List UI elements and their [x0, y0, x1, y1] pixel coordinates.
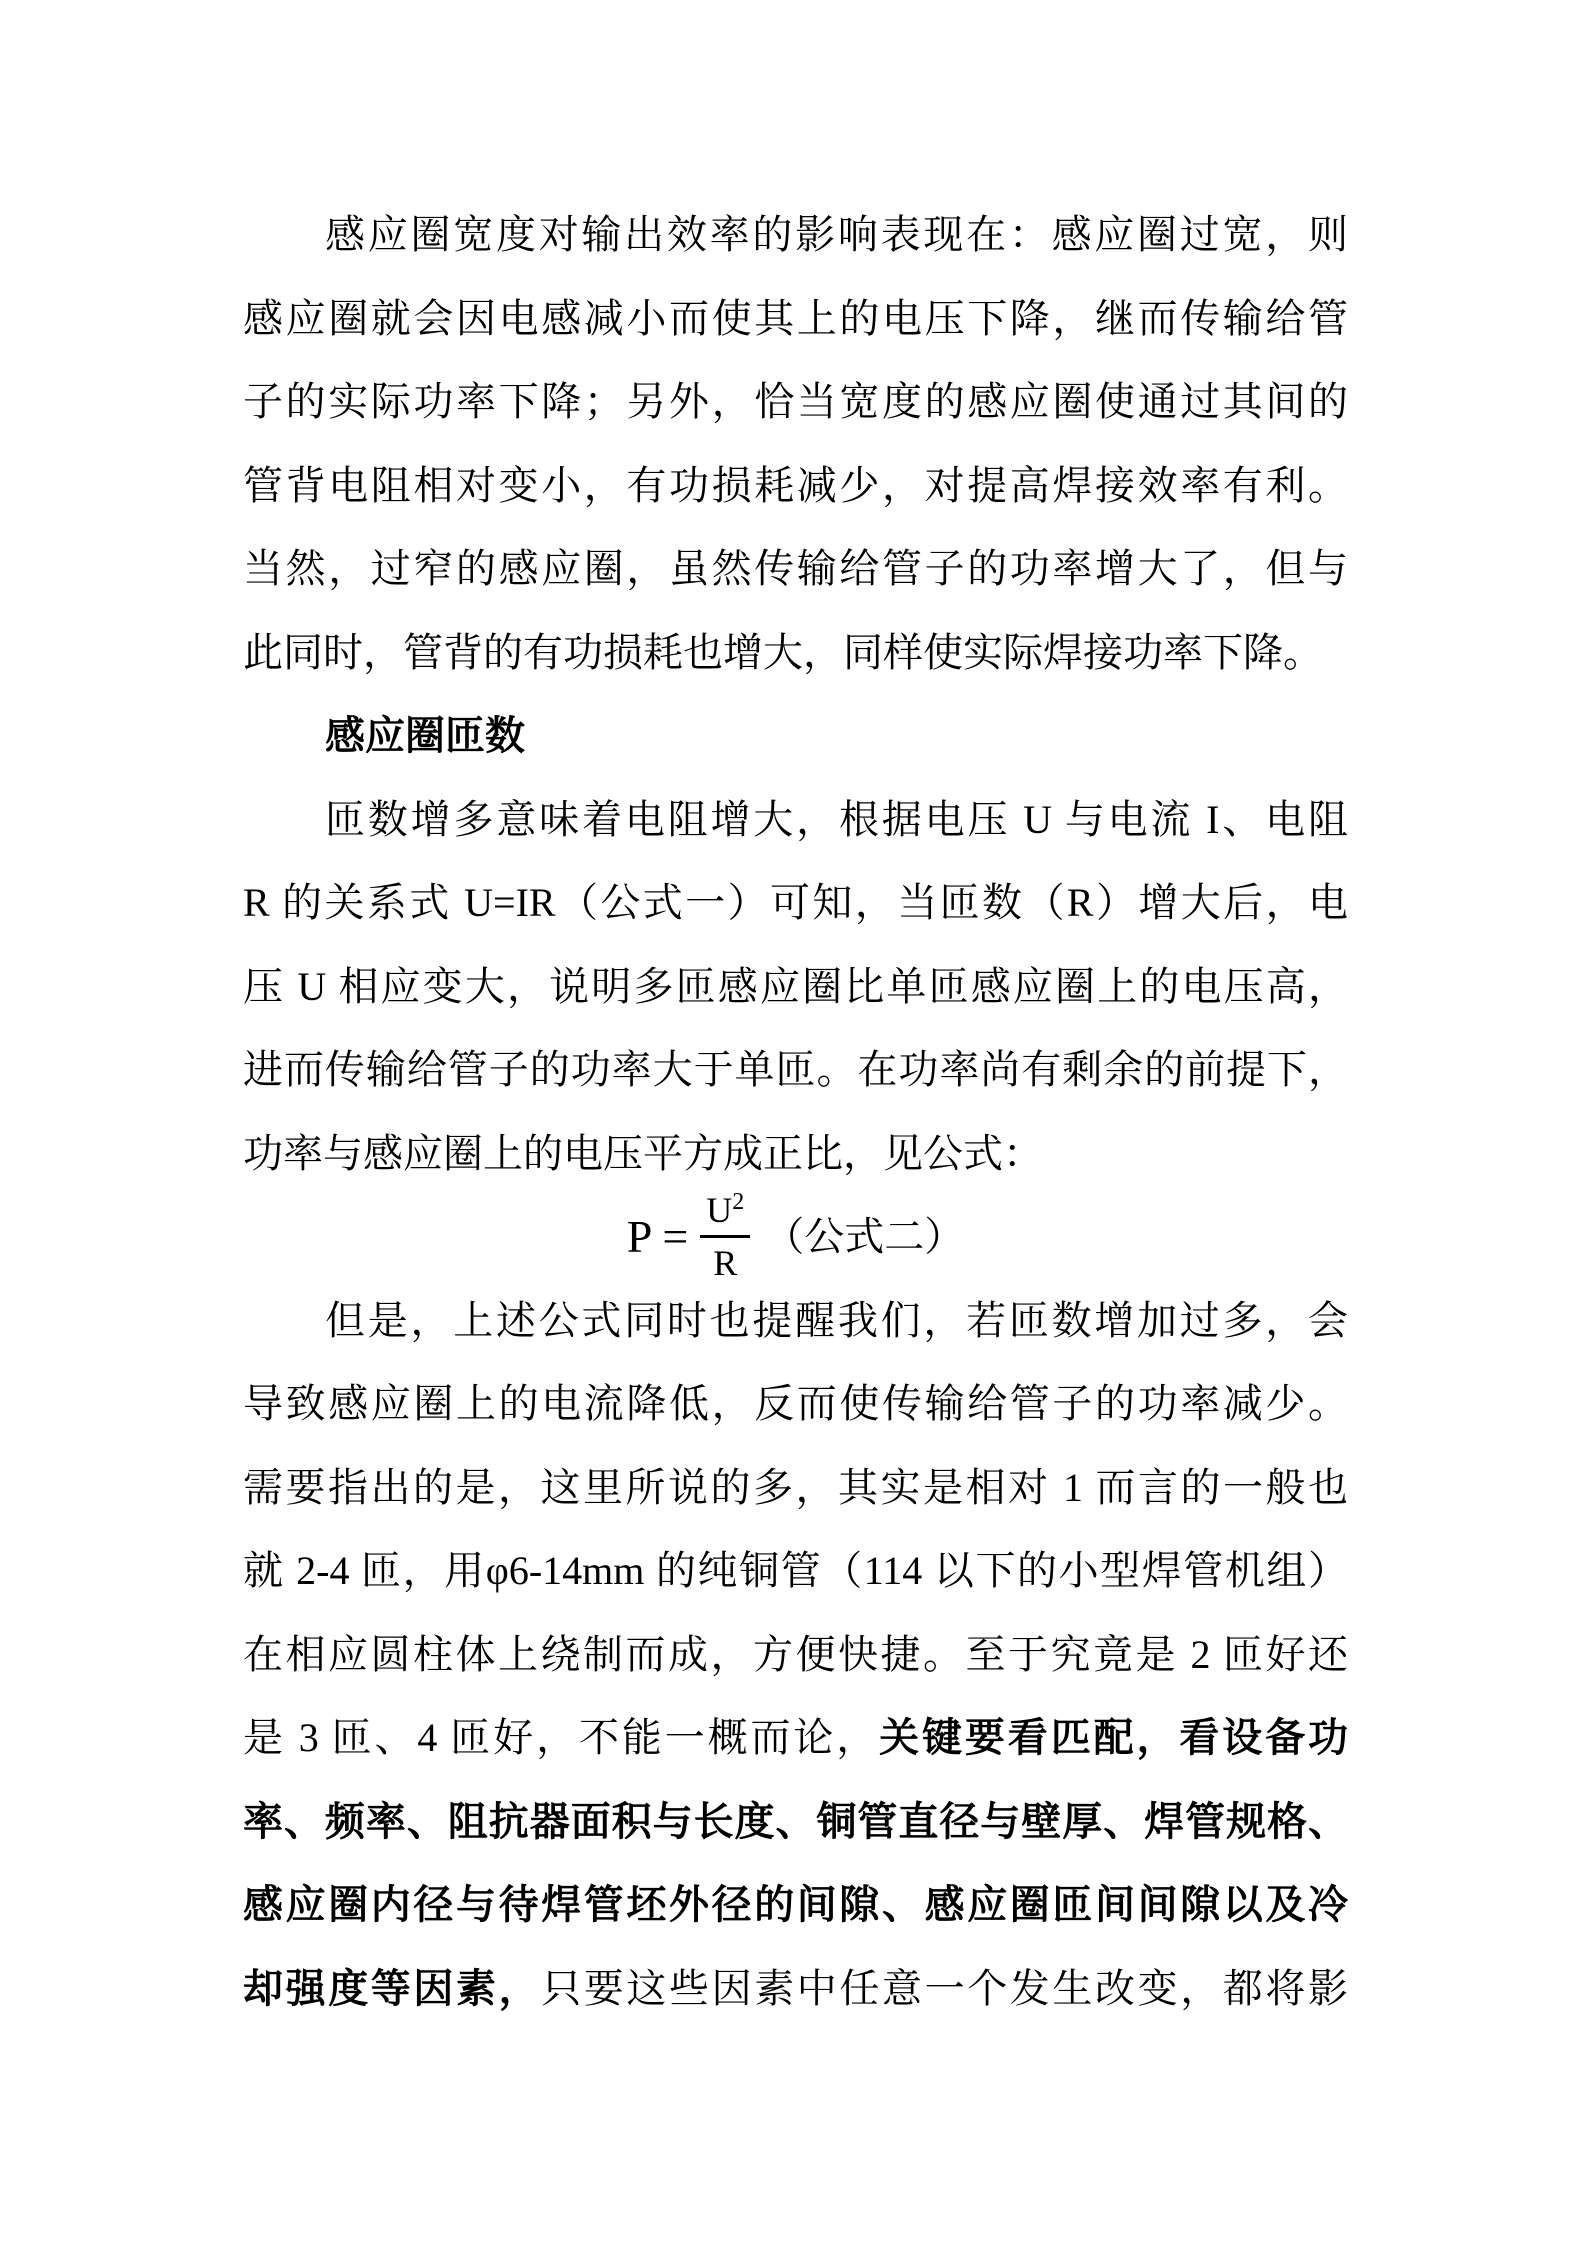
paragraph-line [243, 1279, 1348, 1363]
formula-lhs: P [626, 1211, 653, 1262]
paragraph-line [243, 277, 1348, 361]
text-segment: 功率与感应圈上的电压平方成正比，见公式： [243, 1130, 1043, 1176]
paragraph-line [243, 360, 1348, 444]
text-segment-bold: 却强度等因素， [243, 1965, 542, 2011]
text-segment: 压 U 相应变大，说明多匝感应圈比单匝感应圈上的电压高， [243, 963, 1348, 1009]
text-segment: 在相应圆柱体上绕制而成，方便快捷。至于究竟是 2 匝好还 [243, 1631, 1348, 1677]
section-heading [243, 694, 1348, 778]
text-segment-bold: 关键要看匹配，看设备功 [879, 1715, 1349, 1760]
fraction-denominator: R [713, 1243, 738, 1284]
paragraph-line [243, 1112, 1348, 1196]
fraction [700, 1189, 750, 1284]
text-segment: 进而传输给管子的功率大于单匝。在功率尚有剩余的前提下， [243, 1047, 1348, 1092]
paragraph-line [243, 193, 1348, 277]
text-segment: 需要指出的是，这里所说的多，其实是相对 1 而言的一般也 [243, 1464, 1348, 1510]
paragraph-line [243, 444, 1348, 528]
text-segment: 管背电阻相对变小，有功损耗减少，对提高焊接效率有利。 [243, 462, 1348, 508]
text-segment: 匝数增多意味着电阻增大，根据电压 U 与电流 I、电阻 [325, 796, 1348, 842]
paragraph-line [243, 611, 1348, 695]
text-segment-bold: 率、频率、阻抗器面积与长度、铜管直径与壁厚、焊管规格、 [243, 1798, 1348, 1844]
text-segment: 子的实际功率下降；另外，恰当宽度的感应圈使通过其间的 [243, 379, 1348, 424]
text-segment: 但是，上述公式同时也提醒我们，若匝数增加过多，会 [325, 1297, 1348, 1343]
text-segment: 只要这些因素中任意一个发生改变，都将影 [541, 1965, 1349, 2011]
heading-text: 感应圈匝数 [325, 713, 525, 758]
paragraph-line [243, 1362, 1348, 1446]
paragraph-line [243, 1947, 1348, 2031]
text-segment: 是 3 匝、4 匝好，不能一概而论， [243, 1715, 880, 1760]
text-segment: R 的关系式 U=IR（公式一）可知，当匝数（R）增大后，电 [243, 880, 1348, 925]
text-segment: 导致感应圈上的电流降低，反而使传输给管子的功率减少。 [243, 1381, 1348, 1426]
paragraph-line [243, 1446, 1348, 1530]
paragraph-line [243, 1863, 1348, 1947]
equals-sign: = [662, 1211, 689, 1262]
paragraph-line [243, 1613, 1348, 1697]
text-segment: 当然，过窄的感应圈，虽然传输给管子的功率增大了，但与 [243, 546, 1348, 591]
paragraph-line [243, 1028, 1348, 1112]
text-segment: 感应圈就会因电感减小而使其上的电压下降，继而传输给管 [243, 295, 1348, 341]
numerator-exponent: 2 [732, 1189, 745, 1216]
paragraph-line [243, 1780, 1348, 1864]
paragraph-line [243, 778, 1348, 862]
text-segment: 此同时，管背的有功损耗也增大，同样使实际焊接功率下降。 [243, 629, 1323, 675]
paragraph-line [243, 1696, 1348, 1780]
paragraph-line [243, 527, 1348, 611]
text-segment-bold: 感应圈内径与待焊管坯外径的间隙、感应圈匝间间隙以及冷 [243, 1882, 1348, 1927]
paragraph-line [243, 861, 1348, 945]
formula-line [243, 1189, 1348, 1284]
formula-label: （公式二） [764, 1214, 965, 1259]
paragraph-line [243, 945, 1348, 1029]
text-segment: 感应圈宽度对输出效率的影响表现在：感应圈过宽，则 [325, 212, 1348, 257]
fraction-numerator [700, 1189, 750, 1238]
text-segment: 就 2-4 匝，用φ6-14mm 的纯铜管（114 以下的小型焊管机组） [243, 1548, 1348, 1593]
paragraph-line [243, 1529, 1348, 1613]
numerator-base: U [706, 1190, 733, 1231]
